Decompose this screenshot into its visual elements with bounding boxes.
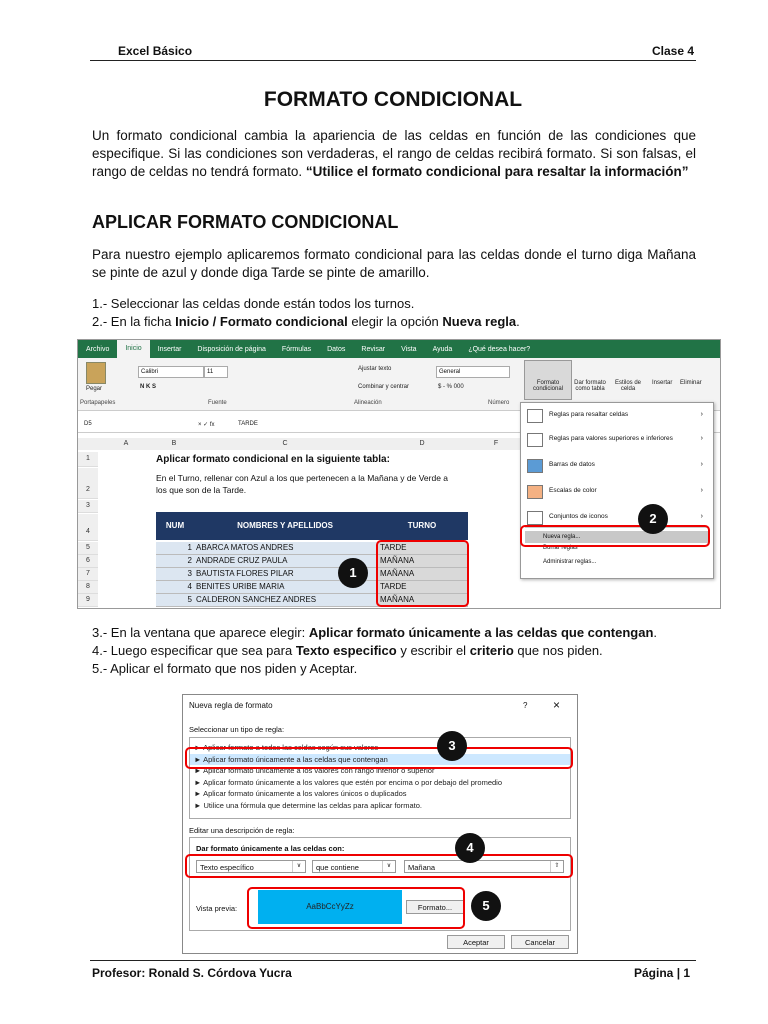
cond-format-menu bbox=[520, 402, 714, 579]
accept-button[interactable]: Aceptar bbox=[447, 935, 505, 949]
section-title: APLICAR FORMATO CONDICIONAL bbox=[92, 212, 399, 232]
cell-turno[interactable]: MAÑANA bbox=[378, 555, 468, 568]
edit-rule-label: Editar una descripción de regla: bbox=[189, 826, 295, 835]
cell-num[interactable]: 1 bbox=[156, 542, 194, 555]
highlight-turno-range bbox=[376, 540, 469, 607]
cell-name[interactable]: ANDRADE CRUZ PAULA bbox=[194, 555, 378, 568]
row-3[interactable]: 3 bbox=[78, 500, 98, 513]
th-turno: TURNO bbox=[407, 521, 437, 530]
highlight-criteria bbox=[185, 854, 573, 878]
callout-2: 2 bbox=[638, 504, 668, 534]
rule-type-item-selected[interactable]: ► Aplicar formato únicamente a las celdas que contengan bbox=[190, 754, 570, 766]
ribbon-tabs bbox=[78, 340, 720, 358]
sheet-note[interactable]: En el Turno, rellenar con Azul a los que pertenecen a la Mañana y de Verde a los que son de la Tarde. bbox=[156, 473, 449, 495]
fx-icon: × ✓ fx bbox=[198, 422, 215, 428]
cancel-button[interactable]: Cancelar bbox=[511, 935, 569, 949]
cell-num[interactable]: 4 bbox=[156, 581, 194, 594]
format-table-label[interactable]: Dar formato como tabla bbox=[574, 380, 606, 392]
header-rule bbox=[90, 60, 696, 61]
col-c[interactable]: C bbox=[194, 438, 377, 450]
highlight-format bbox=[247, 887, 465, 929]
font-size-select[interactable]: 11 bbox=[204, 366, 228, 378]
row-number[interactable]: 5 bbox=[78, 542, 98, 555]
select-rule-label: Seleccionar un tipo de regla: bbox=[189, 725, 285, 734]
cond-format-label: Formato condicional bbox=[532, 380, 564, 392]
data-bars-icon bbox=[527, 459, 543, 473]
operator-select[interactable]: que contiene ∨ bbox=[312, 860, 396, 873]
name-box[interactable]: D5 bbox=[84, 421, 92, 427]
wrap-text-button[interactable]: Ajustar texto bbox=[358, 366, 392, 372]
cell-styles-label[interactable]: Estilos de celda bbox=[614, 380, 641, 392]
step-5: 5.- Aplicar el formato que nos piden y Aceptar. bbox=[92, 661, 358, 676]
rule-type-item[interactable]: ► Utilice una fórmula que determine las celdas para aplicar formato. bbox=[194, 800, 422, 810]
cell-num[interactable]: 5 bbox=[156, 594, 194, 607]
tab-insertar[interactable]: Insertar bbox=[157, 345, 182, 353]
criterion-input[interactable]: Mañana ⇧ bbox=[404, 860, 564, 873]
menu-top-bottom-rules[interactable]: Reglas para valores superiores e inferiores › bbox=[521, 429, 711, 449]
cell-turno[interactable]: MAÑANA bbox=[378, 568, 468, 581]
rule-type-item[interactable]: ► Aplicar formato únicamente a los valores únicos o duplicados bbox=[194, 789, 407, 798]
menu-highlight-rules[interactable]: Reglas para resaltar celdas › bbox=[521, 405, 711, 425]
paste-label: Pegar bbox=[86, 386, 103, 392]
menu-icon-sets[interactable]: Conjuntos de iconos › bbox=[521, 507, 711, 527]
callout-3: 3 bbox=[437, 731, 467, 761]
intro-text: Un formato condicional cambia la apariencia de las celdas en función de las condiciones que especifique. Si las condiciones son verdaderas, el rango de celdas recibirá formato. Si son falsas, el rango de celdas no tendrá formato. bbox=[92, 128, 696, 179]
intro-bold: “Utilice el formato condicional para resaltar la información” bbox=[305, 164, 689, 179]
callout-5: 5 bbox=[471, 891, 501, 921]
example-paragraph: Para nuestro ejemplo aplicaremos formato condicional para las celdas donde el turno diga Mañana se pinte de azul y donde diga Tarde se pinte de amarillo. bbox=[92, 247, 696, 280]
header-right: Clase 4 bbox=[652, 44, 695, 58]
row-number[interactable]: 7 bbox=[78, 568, 98, 581]
tab-disposicion[interactable]: Disposición de página bbox=[197, 345, 266, 353]
col-b[interactable]: B bbox=[154, 438, 195, 450]
col-d[interactable]: D bbox=[376, 438, 469, 450]
font-name-select[interactable]: Calibri bbox=[138, 366, 204, 378]
row-number[interactable]: 6 bbox=[78, 555, 98, 568]
format-only-label: Dar formato únicamente a las celdas con: bbox=[196, 844, 345, 853]
cell-name[interactable]: CALDERON SANCHEZ ANDRES bbox=[194, 594, 378, 607]
tab-revisar[interactable]: Revisar bbox=[361, 345, 386, 353]
tell-me-search[interactable]: ¿Qué desea hacer? bbox=[468, 345, 531, 353]
formula-input[interactable]: TARDE bbox=[238, 421, 258, 427]
help-icon[interactable]: ? bbox=[523, 701, 528, 710]
tab-datos[interactable]: Datos bbox=[327, 345, 346, 353]
footer-author: Profesor: Ronald S. Córdova Yucra bbox=[92, 966, 292, 980]
menu-color-scales[interactable]: Escalas de color › bbox=[521, 481, 711, 501]
icon-sets-icon bbox=[527, 511, 543, 525]
tab-vista[interactable]: Vista bbox=[401, 345, 417, 353]
excel-screenshot bbox=[77, 339, 721, 609]
row-4[interactable]: 4 bbox=[78, 514, 98, 541]
range-select-icon[interactable]: ⇧ bbox=[550, 861, 563, 872]
callout-1: 1 bbox=[338, 558, 368, 588]
row-2[interactable]: 2 bbox=[78, 468, 98, 499]
rule-type-item[interactable]: ► Aplicar formato únicamente a los valores que estén por encima o por debajo del promedio bbox=[194, 777, 503, 787]
rule-type-item[interactable]: ► Aplicar formato a todas las celdas según sus valores bbox=[194, 743, 379, 752]
color-scales-icon bbox=[527, 485, 543, 499]
step-3: 3.- En la ventana que aparece elegir: Aplicar formato únicamente a las celdas que contengan. bbox=[92, 625, 658, 640]
new-rule-dialog bbox=[182, 694, 578, 954]
highlight-rule-type bbox=[185, 747, 573, 769]
sheet-title[interactable]: Aplicar formato condicional en la siguiente tabla: bbox=[156, 454, 390, 465]
chevron-down-icon: ∨ bbox=[382, 861, 395, 872]
group-number: Número bbox=[488, 400, 510, 406]
tab-formulas[interactable]: Fórmulas bbox=[281, 345, 312, 353]
cell-turno[interactable]: TARDE bbox=[378, 542, 468, 555]
delete-label[interactable]: Eliminar bbox=[680, 380, 702, 386]
col-a[interactable]: A bbox=[98, 438, 155, 450]
highlight-rules-icon bbox=[527, 409, 543, 423]
step-4: 4.- Luego especificar que sea para Texto especifico y escribir el criterio que nos piden. bbox=[92, 643, 603, 658]
intro-paragraph bbox=[92, 127, 696, 181]
paste-icon[interactable] bbox=[86, 362, 106, 384]
th-num: NUM bbox=[165, 521, 185, 530]
cell-name[interactable]: BENITES URIBE MARIA bbox=[194, 581, 378, 594]
group-clipboard: Portapapeles bbox=[80, 400, 116, 406]
cell-name[interactable]: BAUTISTA FLORES PILAR bbox=[194, 568, 378, 581]
group-font: Fuente bbox=[208, 400, 227, 406]
row-1[interactable]: 1 bbox=[78, 452, 98, 467]
format-button[interactable]: Formato... bbox=[406, 900, 464, 914]
tab-inicio[interactable]: Inicio bbox=[117, 340, 149, 358]
footer-page: Página | 1 bbox=[634, 966, 691, 980]
chevron-down-icon: ∨ bbox=[292, 861, 305, 872]
row-number[interactable]: 8 bbox=[78, 581, 98, 594]
tab-ayuda[interactable]: Ayuda bbox=[432, 345, 453, 353]
cell-name[interactable]: ABARCA MATOS ANDRES bbox=[194, 542, 378, 555]
menu-new-rule[interactable]: Nueva regla... bbox=[525, 531, 709, 543]
menu-data-bars[interactable]: Barras de datos › bbox=[521, 455, 711, 475]
cell-num[interactable]: 2 bbox=[156, 555, 194, 568]
insert-label[interactable]: Insertar bbox=[652, 380, 673, 386]
condition-type-select[interactable]: Texto específico ∨ bbox=[196, 860, 306, 873]
table-header bbox=[156, 512, 468, 540]
top-bottom-icon bbox=[527, 433, 543, 447]
highlight-new-rule bbox=[520, 525, 710, 547]
footer-rule bbox=[90, 960, 696, 961]
preview-label: Vista previa: bbox=[196, 904, 238, 913]
menu-manage-rules[interactable]: Administrar reglas... bbox=[543, 559, 597, 565]
step-2: 2.- En la ficha Inicio / Formato condicional elegir la opción Nueva regla. bbox=[92, 314, 520, 329]
page-title: FORMATO CONDICIONAL bbox=[263, 88, 523, 111]
cell-num[interactable]: 3 bbox=[156, 568, 194, 581]
menu-clear-rules[interactable]: Borrar reglas bbox=[543, 545, 578, 551]
merge-center-button[interactable]: Combinar y centrar bbox=[358, 384, 410, 390]
row-number[interactable]: 9 bbox=[78, 594, 98, 607]
rule-type-item[interactable]: ► Aplicar formato únicamente a los valores con rango inferior o superior bbox=[194, 766, 435, 775]
bold-icon[interactable]: N K S bbox=[140, 384, 157, 390]
group-alignment: Alineación bbox=[354, 400, 382, 406]
number-format-select[interactable]: General bbox=[436, 366, 510, 378]
close-icon[interactable]: × bbox=[553, 698, 561, 712]
step-1: 1.- Seleccionar las celdas donde están todos los turnos. bbox=[92, 296, 415, 311]
col-f[interactable]: F bbox=[468, 438, 525, 450]
cell-turno[interactable]: MAÑANA bbox=[378, 594, 468, 607]
format-preview: AaBbCcYyZz bbox=[258, 890, 402, 924]
header-left: Excel Básico bbox=[118, 44, 193, 58]
tab-archivo[interactable]: Archivo bbox=[86, 345, 110, 353]
callout-4: 4 bbox=[455, 833, 485, 863]
th-name: NOMBRES Y APELLIDOS bbox=[237, 521, 333, 530]
currency-icon[interactable]: $ - % 000 bbox=[438, 384, 464, 390]
cell-turno[interactable]: TARDE bbox=[378, 581, 468, 594]
dialog-title: Nueva regla de formato bbox=[189, 701, 273, 710]
